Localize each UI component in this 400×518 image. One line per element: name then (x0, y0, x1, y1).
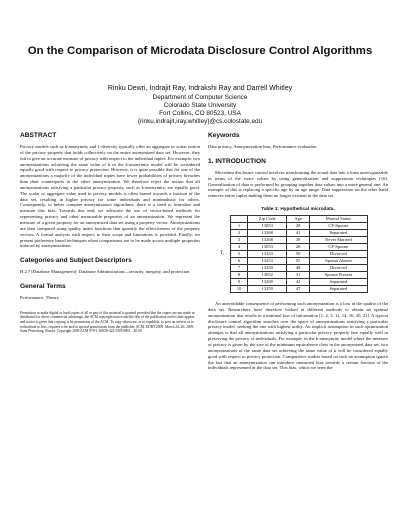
table-cell: Separated (309, 286, 367, 293)
table-cell: 41 (287, 230, 309, 237)
keywords-heading: Keywords (208, 132, 240, 139)
table-cell: 3 (231, 237, 248, 244)
categories-heading: Categories and Subject Descriptors (20, 257, 132, 265)
table-header-cell: Zip Code (248, 216, 287, 223)
table-row (231, 251, 368, 258)
table-header-cell: Age (287, 216, 309, 223)
copyright-footnote: Permission to make digital or hard copies of all or part of this material is granted provided that the copies are not made or distributed for direct commercial advantage, the ACM copyright notice and the title of the publication and its date appear, and notice is given that copying is by permission of the ACM. To copy otherwise, or to republish, to post on servers or to redistribute to lists, requires a fee and/or special permissions from the publisher, ACM. EDBT 2009, March 24–26, 2009, Saint Petersburg, Russia. Copyright 2009 ACM 978-1-60558-422-5/09/0003 ...$5.00 (20, 310, 195, 334)
abstract-text: Privacy models such as k-anonymity and ℓ-diversity typically offer an aggregate or scalar notion of the privacy property that holds collectively on the entire anonymized data set. However, they fail to give an accurate measure of privacy with respect to the individual tuples. For example, two anonymizations achieving the same value of k in the k-anonymity model will be considered equally good with respect to privacy protection. However, it is quite possible that for one of the anonymizations a majority of the individual tuples have lower probabilities of privacy breaches than their counterparts in the other anonymization. We therefore reject the notion that all anonymizations satisfying a particular privacy property, such as k-anonymity, are equally good. The scalar or aggregate value used in privacy models is often biased towards a fraction of the data set, resulting in higher privacy for some individuals and minimalistic for others. Consequently, to better compare anonymization algorithms, there is a need to formalize and measure this bias. Towards this end, we advocate the use of vector-based methods for representing privacy and other measurable properties of an anonymization. We represent the measure of a given property for an anonymized data set using a property vector. Anonymizations are then compared using quality index functions that quantify the effectiveness of the property vectors. A formal analysis with respect to their scope and limitations is provided. Finally, we present preference based techniques when comparisons are to be made across multiple properties induced by anonymizations. (20, 144, 200, 249)
table-cell: 31 (287, 272, 309, 279)
table-cell: 55 (287, 258, 309, 265)
table-cell: CF-Spouse (309, 223, 367, 230)
table-cell: 2 (231, 230, 248, 237)
table-row (231, 272, 368, 279)
keywords-text: Data privacy, Anonymization bias, Performance evaluation (208, 144, 317, 149)
microdata-table (230, 215, 368, 293)
general-terms-heading: General Terms (20, 283, 66, 291)
general-terms-section (20, 283, 200, 301)
categories-section (20, 257, 200, 275)
table-cell: Spouse Present (309, 272, 367, 279)
author-names: Rinku Dewri, Indrajit Ray, Indrakshi Ray and Darrell Whitley (107, 85, 293, 92)
table-side-label: T₁ (220, 251, 225, 257)
table-cell: 26 (287, 244, 309, 251)
table-cell: 47 (287, 286, 309, 293)
right-column (208, 132, 388, 371)
paper-title: On the Comparison of Microdata Disclosure Control Algorithms (27, 45, 373, 57)
table-cell: Divorced (309, 251, 367, 258)
table-caption: Table 1: Hypothetical microdata. (261, 207, 335, 213)
table-row (231, 265, 368, 272)
location: Fort Collins, CO 80523, USA (159, 110, 241, 117)
table-cell: CF-Spouse (309, 244, 367, 251)
author-block (20, 84, 380, 126)
table-cell: Separated (309, 279, 367, 286)
table-body (231, 223, 368, 293)
table-cell: 50 (287, 251, 309, 258)
table-cell: 39 (287, 237, 309, 244)
table-row (231, 244, 368, 251)
microdata-table-wrap (220, 215, 368, 293)
general-terms-text: Performance, Theory (20, 295, 59, 301)
table-row (231, 230, 368, 237)
table-cell: 13253 (248, 251, 287, 258)
introduction-section (208, 158, 388, 199)
table-cell: 7 (231, 265, 248, 272)
table-row (231, 279, 368, 286)
table-cell: Never Married (309, 237, 367, 244)
table-cell: 5 (231, 251, 248, 258)
categories-text: H.2.7 [Database Management]: Database Administration—security, integrity, and protection (20, 269, 190, 275)
university: Colorado State University (163, 102, 237, 109)
intro-paragraph-2: An unavoidable consequence of performing such anonymization is a loss in the quality of the data set. Researchers have therefore looked at different methods to obtain an optimal anonymization that results in a minimal loss of information [1, 2, 3, 11, 14, 16, 20, 21]. A typical disclosure control algorithm searches over the space of anonymizations satisfying a particular privacy model, seeking the one with highest utility. An implicit assumption in such optimization attempts is that all anonymizations satisfying a particular privacy property fare equally well in preserving the privacy of individuals. For example, in the k-anonymity model where the measure of privacy is given by the size of the minimum equivalence class in the anonymized data set, two anonymizations of the same data set achieving the same value of k will be considered equally good with respect to privacy protection. Comparative studies based on such an assumption ignore the fact that an anonymization can introduce unwanted bias towards a certain fraction of the individuals represented in the data set. This bias, which we term the (208, 301, 388, 371)
table-cell: 8 (231, 272, 248, 279)
table-header-cell (231, 216, 248, 223)
table-row (231, 258, 368, 265)
introduction-heading: 1. INTRODUCTION (208, 157, 266, 165)
left-column (20, 132, 200, 334)
table-cell: 42 (287, 279, 309, 286)
intro-paragraph-1: Microdata disclosure control involves transforming the actual data into a form unrecognizable in terms of the exact values by using generalization and suppression techniques [16]. Generalization of data is performed by grouping together data values into a more general one. An example of this is replacing a specific age by an age range. Data suppression on the other hand removes entire tuples making them no longer existent in the data set. (208, 169, 388, 199)
table-cell: 10 (231, 286, 248, 293)
table-cell: 9 (231, 279, 248, 286)
table-cell: 13250 (248, 286, 287, 293)
table-header-row (231, 216, 368, 223)
table-cell: 13269 (248, 279, 287, 286)
table-cell: Spouse Absent (309, 258, 367, 265)
table-cell: 13268 (248, 237, 287, 244)
table-cell: 13268 (248, 230, 287, 237)
table-row (231, 286, 368, 293)
table-cell: 28 (287, 223, 309, 230)
author-emails: {rinku,indrajit,iray,whitley}@cs.colostate.edu (137, 118, 263, 125)
table-cell: 49 (287, 265, 309, 272)
table-cell: 13250 (248, 265, 287, 272)
table-cell: Divorced (309, 265, 367, 272)
table-cell: 13053 (248, 223, 287, 230)
table-header-cell: Marital Status (309, 216, 367, 223)
department: Department of Computer Science (152, 94, 248, 101)
table-cell: 6 (231, 258, 248, 265)
abstract-heading: ABSTRACT (20, 132, 57, 139)
table-row (231, 223, 368, 230)
table-cell: 4 (231, 244, 248, 251)
table-cell: 13253 (248, 258, 287, 265)
table-row (231, 237, 368, 244)
table-cell: 1 (231, 223, 248, 230)
table-cell: Separated (309, 230, 367, 237)
table-cell: 13053 (248, 244, 287, 251)
table-cell: 13052 (248, 272, 287, 279)
